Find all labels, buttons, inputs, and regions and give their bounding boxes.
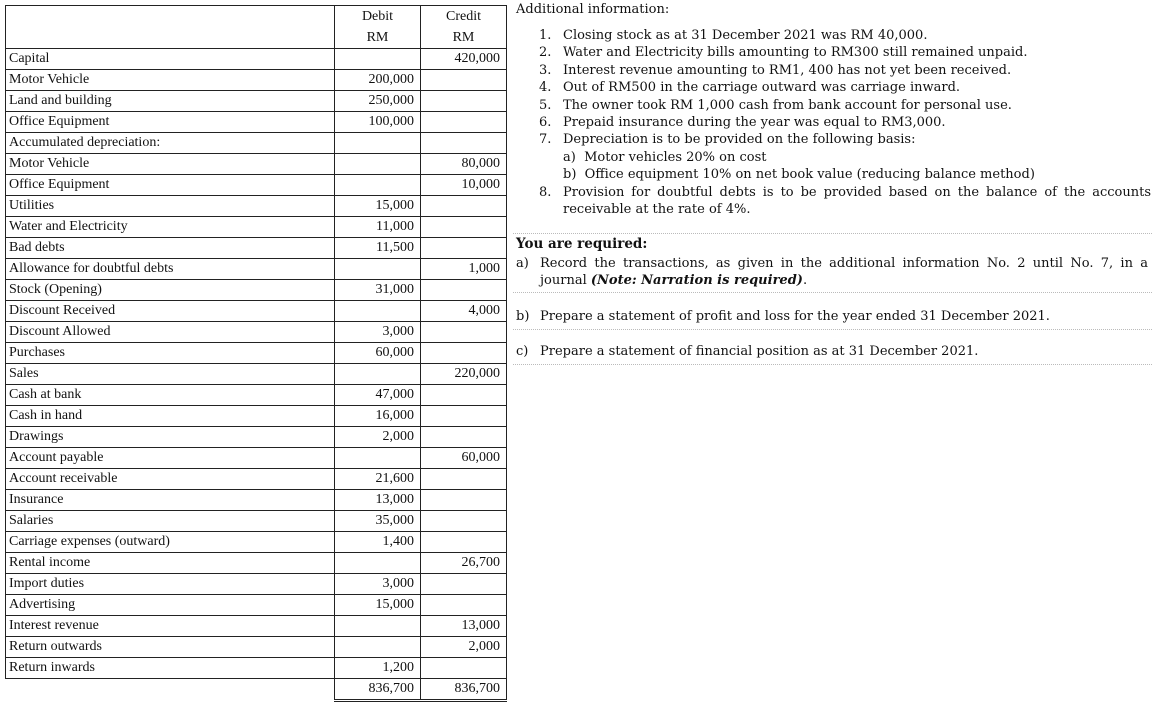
- account-name: Water and Electricity: [6, 217, 335, 238]
- debit-value: 15,000: [335, 595, 421, 616]
- account-name: Motor Vehicle: [6, 70, 335, 91]
- divider: [513, 364, 1152, 365]
- debit-value: 1,200: [335, 658, 421, 679]
- requirement-a: [516, 255, 1148, 290]
- debit-value: [335, 49, 421, 70]
- item-text: Water and Electricity bills amounting to RM300 still remained unpaid.: [563, 45, 1028, 61]
- account-name: Bad debts: [6, 238, 335, 259]
- item-text: The owner took RM 1,000 cash from bank account for personal use.: [563, 97, 1012, 113]
- debit-value: 60,000: [335, 343, 421, 364]
- debit-value: 13,000: [335, 490, 421, 511]
- additional-info-title: Additional information:: [516, 2, 670, 17]
- credit-value: 2,000: [421, 637, 507, 658]
- sub-item-text: Office equipment 10% on net book value (reducing balance method): [584, 167, 1035, 183]
- debit-value: 2,000: [335, 427, 421, 448]
- account-name: Advertising: [6, 595, 335, 616]
- requirement-text: Prepare a statement of financial position as at 31 December 2021.: [540, 344, 979, 359]
- credit-value: [421, 427, 507, 448]
- credit-unit: RM: [421, 27, 507, 49]
- credit-value: 420,000: [421, 49, 507, 70]
- debit-value: 16,000: [335, 406, 421, 427]
- required-title: You are required:: [516, 236, 648, 252]
- credit-value: [421, 70, 507, 91]
- table-row: [6, 637, 507, 658]
- debit-header: Debit: [335, 6, 421, 28]
- requirement-letter: b): [516, 309, 530, 324]
- table-row: [6, 490, 507, 511]
- credit-value: [421, 574, 507, 595]
- debit-value: [335, 448, 421, 469]
- credit-value: 220,000: [421, 364, 507, 385]
- account-name: Import duties: [6, 574, 335, 595]
- debit-total: 836,700: [335, 679, 421, 701]
- debit-value: 31,000: [335, 280, 421, 301]
- list-item: [539, 62, 1151, 79]
- account-name: Accumulated depreciation:: [6, 133, 335, 154]
- table-row: [6, 385, 507, 406]
- account-name: Stock (Opening): [6, 280, 335, 301]
- table-row: [6, 196, 507, 217]
- account-unit-cell: [6, 27, 335, 49]
- sub-item: [539, 166, 1151, 183]
- table-row: [6, 301, 507, 322]
- list-item: [539, 27, 1151, 44]
- item-text: Depreciation is to be provided on the following basis:: [563, 132, 916, 148]
- item-text: Provision for doubtful debts is to be provided based on the balance of the accounts receivable at the rate of 4%.: [563, 184, 1151, 218]
- debit-value: [335, 616, 421, 637]
- table-row: [6, 70, 507, 91]
- header-row: [6, 6, 507, 28]
- requirement-c: [516, 343, 1148, 360]
- list-item: [539, 44, 1151, 61]
- table-row: [6, 574, 507, 595]
- list-item: [539, 79, 1151, 96]
- table-row: [6, 343, 507, 364]
- additional-info-list: [539, 27, 1151, 218]
- credit-value: [421, 91, 507, 112]
- item-number: 8.: [539, 184, 552, 200]
- table-row: [6, 616, 507, 637]
- account-name: Drawings: [6, 427, 335, 448]
- credit-value: 26,700: [421, 553, 507, 574]
- account-name: Sales: [6, 364, 335, 385]
- debit-value: 3,000: [335, 322, 421, 343]
- table-row: [6, 91, 507, 112]
- totals-row: [6, 679, 507, 701]
- account-name: Discount Allowed: [6, 322, 335, 343]
- debit-value: 3,000: [335, 574, 421, 595]
- debit-value: 15,000: [335, 196, 421, 217]
- debit-value: [335, 259, 421, 280]
- credit-value: 80,000: [421, 154, 507, 175]
- table-row: [6, 322, 507, 343]
- account-name: Cash at bank: [6, 385, 335, 406]
- table-row: [6, 511, 507, 532]
- credit-value: [421, 469, 507, 490]
- debit-value: 250,000: [335, 91, 421, 112]
- account-name: Return outwards: [6, 637, 335, 658]
- trial-balance-table: [5, 5, 507, 702]
- list-item: [539, 131, 1151, 148]
- sub-item-letter: a): [563, 149, 576, 165]
- debit-value: [335, 133, 421, 154]
- credit-value: [421, 133, 507, 154]
- debit-value: 1,400: [335, 532, 421, 553]
- item-number: 5.: [539, 97, 552, 113]
- credit-value: 60,000: [421, 448, 507, 469]
- account-name: Office Equipment: [6, 175, 335, 196]
- right-panel: [513, 0, 1152, 707]
- item-number: 3.: [539, 62, 552, 78]
- account-header-cell: [6, 6, 335, 28]
- credit-value: [421, 196, 507, 217]
- table-row: [6, 469, 507, 490]
- account-name: Utilities: [6, 196, 335, 217]
- account-name: Salaries: [6, 511, 335, 532]
- account-name: Capital: [6, 49, 335, 70]
- credit-value: [421, 595, 507, 616]
- table-row: [6, 280, 507, 301]
- debit-value: [335, 553, 421, 574]
- credit-value: [421, 511, 507, 532]
- table-row: [6, 217, 507, 238]
- credit-value: [421, 343, 507, 364]
- credit-value: 13,000: [421, 616, 507, 637]
- list-item: [539, 184, 1151, 219]
- sub-item-text: Motor vehicles 20% on cost: [584, 149, 767, 165]
- credit-value: [421, 238, 507, 259]
- unit-row: [6, 27, 507, 49]
- credit-value: [421, 112, 507, 133]
- account-name: Interest revenue: [6, 616, 335, 637]
- item-text: Out of RM500 in the carriage outward was carriage inward.: [563, 80, 961, 96]
- debit-value: [335, 175, 421, 196]
- table-row: [6, 175, 507, 196]
- sub-item-letter: b): [563, 167, 577, 183]
- account-name: Office Equipment: [6, 112, 335, 133]
- account-name: Discount Received: [6, 301, 335, 322]
- list-item: [539, 114, 1151, 131]
- table-row: [6, 112, 507, 133]
- table-row: [6, 427, 507, 448]
- account-name: Account receivable: [6, 469, 335, 490]
- item-number: 7.: [539, 132, 552, 148]
- debit-value: [335, 301, 421, 322]
- credit-total: 836,700: [421, 679, 507, 701]
- debit-value: 35,000: [335, 511, 421, 532]
- item-text: Interest revenue amounting to RM1, 400 has not yet been received.: [563, 62, 1012, 78]
- requirement-end: .: [802, 273, 808, 289]
- debit-value: 11,000: [335, 217, 421, 238]
- credit-value: [421, 532, 507, 553]
- account-name: Account payable: [6, 448, 335, 469]
- requirement-letter: c): [516, 344, 529, 359]
- account-name: Motor Vehicle: [6, 154, 335, 175]
- item-number: 4.: [539, 80, 552, 96]
- table-row: [6, 448, 507, 469]
- credit-value: [421, 280, 507, 301]
- account-name: Cash in hand: [6, 406, 335, 427]
- debit-value: [335, 637, 421, 658]
- divider: [513, 292, 1152, 293]
- item-number: 6.: [539, 115, 552, 131]
- account-name: Insurance: [6, 490, 335, 511]
- credit-header: Credit: [421, 6, 507, 28]
- table-row: [6, 259, 507, 280]
- table-row: [6, 133, 507, 154]
- account-name: Rental income: [6, 553, 335, 574]
- table-row: [6, 595, 507, 616]
- debit-value: 21,600: [335, 469, 421, 490]
- table-row: [6, 364, 507, 385]
- requirement-b: [516, 308, 1148, 325]
- debit-value: 200,000: [335, 70, 421, 91]
- item-text: Closing stock as at 31 December 2021 was RM 40,000.: [563, 28, 928, 43]
- debit-value: 47,000: [335, 385, 421, 406]
- credit-value: 4,000: [421, 301, 507, 322]
- table-row: [6, 238, 507, 259]
- table-row: [6, 406, 507, 427]
- credit-value: [421, 385, 507, 406]
- account-name: Purchases: [6, 343, 335, 364]
- account-name: Allowance for doubtful debts: [6, 259, 335, 280]
- divider: [513, 233, 1152, 234]
- divider: [513, 329, 1152, 330]
- debit-value: [335, 364, 421, 385]
- table-row: [6, 532, 507, 553]
- credit-value: [421, 490, 507, 511]
- account-name: Land and building: [6, 91, 335, 112]
- account-name: Return inwards: [6, 658, 335, 679]
- credit-value: 10,000: [421, 175, 507, 196]
- table-row: [6, 49, 507, 70]
- sub-item: [539, 149, 1151, 166]
- debit-value: 11,500: [335, 238, 421, 259]
- debit-value: [335, 154, 421, 175]
- table-row: [6, 154, 507, 175]
- credit-value: [421, 658, 507, 679]
- credit-value: [421, 406, 507, 427]
- totals-label-cell: [6, 679, 335, 701]
- table-row: [6, 553, 507, 574]
- credit-value: 1,000: [421, 259, 507, 280]
- requirement-text: Record the transactions, as given in the additional information No. 2 until No. 7, in a journal: [540, 256, 1148, 289]
- debit-unit: RM: [335, 27, 421, 49]
- item-text: Prepaid insurance during the year was equal to RM3,000.: [563, 115, 946, 131]
- debit-value: 100,000: [335, 112, 421, 133]
- table-row: [6, 658, 507, 679]
- account-name: Carriage expenses (outward): [6, 532, 335, 553]
- requirement-note: (Note: Narration is required): [590, 273, 803, 289]
- credit-value: [421, 217, 507, 238]
- list-item: [539, 97, 1151, 114]
- item-number: 2.: [539, 45, 552, 61]
- item-number: 1.: [539, 28, 552, 43]
- requirement-text: Prepare a statement of profit and loss for the year ended 31 December 2021.: [540, 309, 1050, 324]
- requirement-letter: a): [516, 256, 529, 271]
- credit-value: [421, 322, 507, 343]
